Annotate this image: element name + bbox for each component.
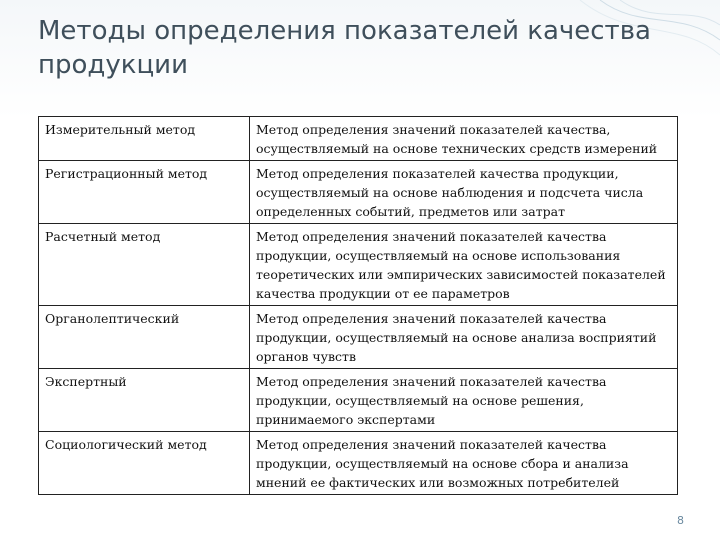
table-row [39,161,678,224]
table-row [39,306,678,369]
method-description: Метод определения показателей качества продукции, осуществляемый на основе наблюдения и подсчета числа определенных событий, предметов или затрат [250,161,678,224]
methods-table [38,116,678,495]
table-row [39,369,678,432]
page-number: 8 [677,514,684,527]
method-name: Органолептический [39,306,250,369]
method-name: Регистрационный метод [39,161,250,224]
method-name: Экспертный [39,369,250,432]
method-name: Социологический метод [39,432,250,495]
method-description: Метод определения значений показателей качества продукции, осуществляемый на основе использования теоретических или эмпирических зависимостей показателей качества продукции от ее параметров [250,224,678,306]
table-row [39,432,678,495]
table-row [39,224,678,306]
method-description: Метод определения значений показателей качества, осуществляемый на основе технических средств измерений [250,117,678,161]
method-name: Расчетный метод [39,224,250,306]
method-description: Метод определения значений показателей качества продукции, осуществляемый на основе сбора и анализа мнений ее фактических или возможных потребителей [250,432,678,495]
method-description: Метод определения значений показателей качества продукции, осуществляемый на основе анализа восприятий органов чувств [250,306,678,369]
method-description: Метод определения значений показателей качества продукции, осуществляемый на основе решения, принимаемого экспертами [250,369,678,432]
method-name: Измерительный метод [39,117,250,161]
table-row [39,117,678,161]
slide-title: Методы определения показателей качества продукции [38,16,651,80]
